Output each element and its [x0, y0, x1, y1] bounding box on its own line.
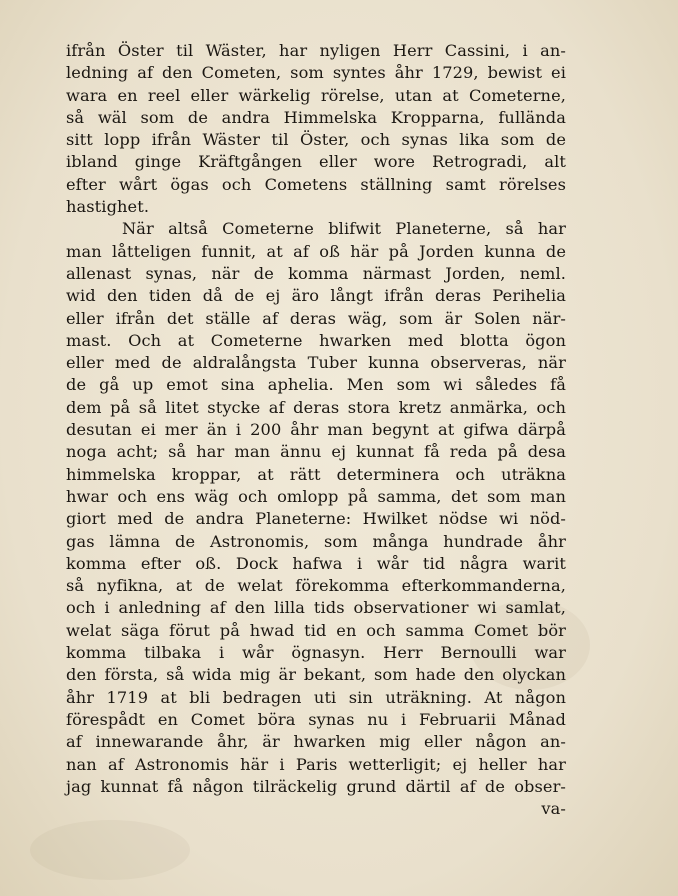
- text-line: och i anledning af den lilla tids observationer wi samlat,: [66, 598, 566, 618]
- text-line: giort med de andra Planeterne: Hwilket nödse wi nöd-: [66, 509, 566, 529]
- text-line: eller ifrån det ställe af deras wäg, som är Solen när-: [66, 308, 566, 328]
- catchword: va-: [541, 799, 566, 819]
- text-line: himmelska kroppar, at rätt determinera och uträkna: [66, 464, 566, 484]
- text-line: ibland ginge Kräftgången eller wore Retrogradi, alt: [66, 152, 566, 172]
- text-line: af innewarande åhr, är hwarken mig eller någon an-: [66, 732, 566, 752]
- text-line: så wäl som de andra Himmelska Kropparna, fullända: [66, 107, 566, 127]
- text-line: desutan ei mer än i 200 åhr man begynt at gifwa därpå: [66, 420, 566, 440]
- text-line: gas lämna de Astronomis, som många hundrade åhr: [66, 531, 566, 551]
- text-line: nan af Astronomis här i Paris wetterligit; ej heller har: [66, 754, 566, 774]
- text-line: jag kunnat få någon tilräckelig grund därtil af de obser-: [66, 776, 566, 796]
- text-line: eller med de aldralångsta Tuber kunna observeras, när: [66, 353, 566, 373]
- text-line: komma efter oß. Dock hafwa i wår tid några warit: [66, 553, 566, 573]
- text-line: wid den tiden då de ej äro långt ifrån deras Perihelia: [66, 286, 566, 306]
- text-line: allenast synas, när de komma närmast Jorden, neml.: [66, 263, 566, 283]
- paper-stain: [30, 820, 190, 880]
- text-line: welat säga förut på hwad tid en och samma Comet bör: [66, 620, 566, 640]
- text-line: ifrån Öster til Wäster, har nyligen Herr Cassini, i an-: [66, 41, 566, 60]
- text-line: man låtteligen funnit, at af oß här på Jorden kunna de: [66, 241, 566, 261]
- text-line: åhr 1719 at bli bedragen uti sin uträkning. At någon: [66, 687, 566, 707]
- text-line: så nyfikna, at de welat förekomma efterkommanderna,: [66, 576, 566, 596]
- text-line: dem på så litet stycke af deras stora kretz anmärka, och: [66, 397, 566, 417]
- text-line: hastighet.: [66, 197, 150, 217]
- text-line: hwar och ens wäg och omlopp på samma, det som man: [66, 486, 566, 506]
- text-line: ledning af den Cometen, som syntes åhr 1729, bewist ei: [66, 63, 566, 83]
- text-line: förespådt en Comet böra synas nu i Februarii Månad: [66, 709, 566, 729]
- paragraph-start-line: När altså Cometerne blifwit Planeterne, så har: [122, 219, 566, 239]
- text-line: mast. Och at Cometerne hwarken med blotta ögon: [66, 330, 566, 350]
- text-line: de gå up emot sina aphelia. Men som wi således få: [66, 375, 566, 395]
- text-line: den första, så wida mig är bekant, som hade den olyckan: [66, 665, 566, 685]
- text-line: noga acht; så har man ännu ej kunnat få reda på desa: [66, 442, 566, 462]
- text-line: komma tilbaka i wår ögnasyn. Herr Bernoulli war: [66, 643, 566, 663]
- text-line: efter wårt ögas och Cometens ställning samt rörelses: [66, 174, 566, 194]
- text-line: sitt lopp ifrån Wäster til Öster, och synas lika som de: [66, 130, 566, 150]
- text-line: wara en reel eller wärkelig rörelse, utan at Cometerne,: [66, 85, 566, 105]
- body-text: [66, 40, 566, 820]
